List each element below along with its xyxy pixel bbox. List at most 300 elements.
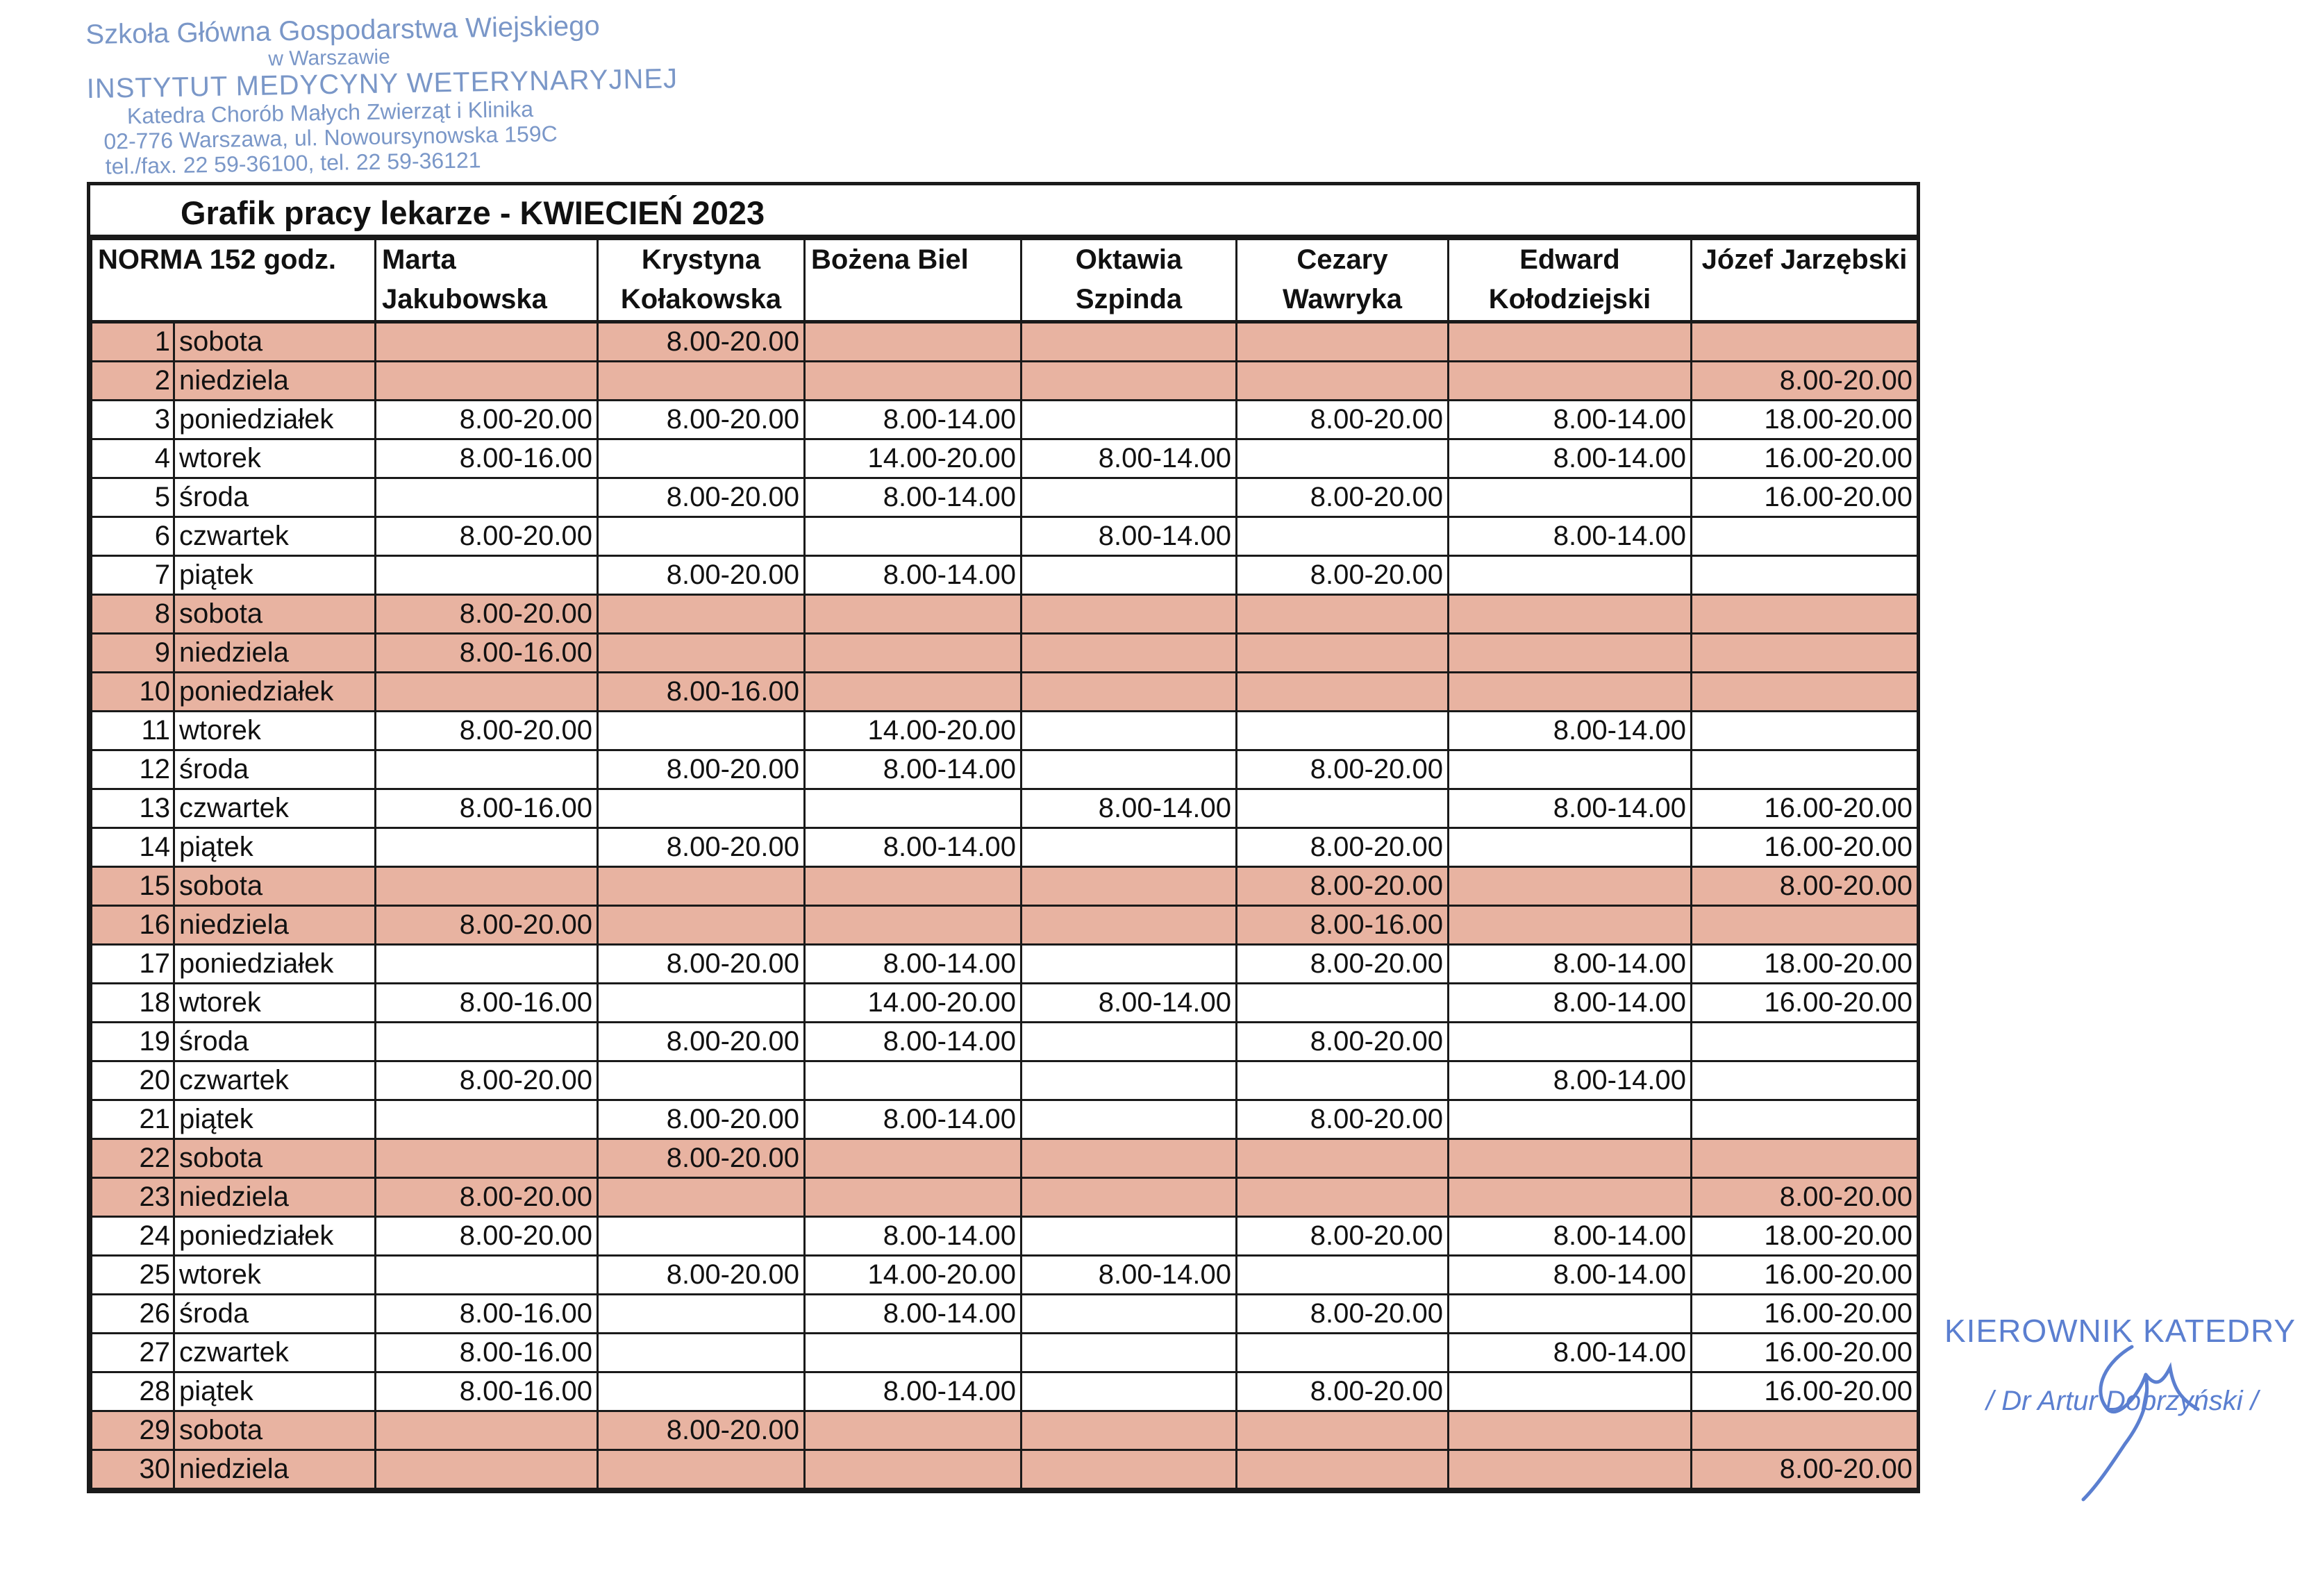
shift-cell [1022, 945, 1237, 984]
doctor-header: Edward Kołodziejski [1449, 240, 1692, 322]
shift-cell: 8.00-20.00 [1237, 478, 1449, 517]
schedule-row [92, 712, 1918, 750]
header-row [92, 240, 1918, 322]
shift-cell [376, 556, 598, 595]
shift-cell [805, 1139, 1022, 1178]
shift-cell [1449, 1178, 1692, 1217]
weekday-name: sobota [174, 1411, 376, 1450]
schedule-row [92, 556, 1918, 595]
shift-cell [1449, 1450, 1692, 1489]
shift-cell: 8.00-14.00 [1022, 789, 1237, 828]
weekday-name: czwartek [174, 789, 376, 828]
shift-cell [1237, 1256, 1449, 1295]
schedule-row [92, 1411, 1918, 1450]
schedule-row [92, 1061, 1918, 1100]
doctor-header: Józef Jarzębski [1692, 240, 1918, 322]
schedule-row [92, 595, 1918, 634]
weekday-name: środa [174, 750, 376, 789]
shift-cell [1449, 1139, 1692, 1178]
shift-cell [598, 362, 805, 401]
shift-cell [1692, 673, 1918, 712]
schedule-row [92, 789, 1918, 828]
shift-cell [805, 1178, 1022, 1217]
shift-cell [1022, 595, 1237, 634]
shift-cell: 8.00-20.00 [598, 1023, 805, 1061]
shift-cell [1237, 634, 1449, 673]
day-number: 9 [92, 634, 174, 673]
shift-cell: 8.00-20.00 [1237, 1217, 1449, 1256]
doctor-header: Marta Jakubowska [376, 240, 598, 322]
shift-cell [1022, 1334, 1237, 1372]
shift-cell: 8.00-20.00 [1692, 1450, 1918, 1489]
shift-cell [376, 1256, 598, 1295]
shift-cell [805, 867, 1022, 906]
shift-cell: 16.00-20.00 [1692, 789, 1918, 828]
schedule-row [92, 1217, 1918, 1256]
weekday-name: piątek [174, 556, 376, 595]
shift-cell: 8.00-20.00 [598, 556, 805, 595]
day-number: 21 [92, 1100, 174, 1139]
weekday-name: wtorek [174, 984, 376, 1023]
schedule-row [92, 1178, 1918, 1217]
shift-cell [1022, 1450, 1237, 1489]
shift-cell: 8.00-20.00 [598, 828, 805, 867]
shift-cell [1449, 867, 1692, 906]
weekday-name: poniedziałek [174, 1217, 376, 1256]
schedule-table [90, 238, 1919, 1490]
shift-cell: 8.00-20.00 [598, 1256, 805, 1295]
weekday-name: niedziela [174, 1178, 376, 1217]
shift-cell [805, 1411, 1022, 1450]
shift-cell [598, 1217, 805, 1256]
shift-cell [1022, 401, 1237, 439]
shift-cell [598, 984, 805, 1023]
shift-cell [1022, 1217, 1237, 1256]
shift-cell: 18.00-20.00 [1692, 945, 1918, 984]
shift-cell [376, 1411, 598, 1450]
shift-cell [1237, 1334, 1449, 1372]
schedule-sheet [87, 182, 1920, 1493]
day-number: 26 [92, 1295, 174, 1334]
shift-cell [1237, 1139, 1449, 1178]
schedule-row [92, 1295, 1918, 1334]
shift-cell: 8.00-14.00 [1449, 984, 1692, 1023]
shift-cell: 16.00-20.00 [1692, 1256, 1918, 1295]
weekday-name: wtorek [174, 439, 376, 478]
shift-cell [805, 789, 1022, 828]
shift-cell: 16.00-20.00 [1692, 828, 1918, 867]
shift-cell [1237, 362, 1449, 401]
day-number: 29 [92, 1411, 174, 1450]
shift-cell: 8.00-14.00 [1449, 1061, 1692, 1100]
weekday-name: piątek [174, 828, 376, 867]
day-number: 19 [92, 1023, 174, 1061]
shift-cell: 8.00-20.00 [376, 595, 598, 634]
shift-cell [1449, 322, 1692, 362]
shift-cell [1692, 634, 1918, 673]
shift-cell [1237, 984, 1449, 1023]
shift-cell: 8.00-14.00 [805, 945, 1022, 984]
shift-cell [1692, 750, 1918, 789]
shift-cell [376, 1100, 598, 1139]
shift-cell [598, 595, 805, 634]
shift-cell [598, 906, 805, 945]
shift-cell [1237, 1061, 1449, 1100]
shift-cell [1692, 906, 1918, 945]
shift-cell: 8.00-20.00 [1237, 945, 1449, 984]
weekday-name: czwartek [174, 1061, 376, 1100]
shift-cell: 8.00-20.00 [1692, 1178, 1918, 1217]
day-number: 10 [92, 673, 174, 712]
day-number: 11 [92, 712, 174, 750]
shift-cell: 14.00-20.00 [805, 712, 1022, 750]
day-number: 1 [92, 322, 174, 362]
shift-cell [598, 517, 805, 556]
shift-cell [1022, 712, 1237, 750]
shift-cell [1022, 673, 1237, 712]
day-number: 12 [92, 750, 174, 789]
weekday-name: wtorek [174, 712, 376, 750]
shift-cell [805, 1334, 1022, 1372]
shift-cell: 16.00-20.00 [1692, 478, 1918, 517]
stamp-line-university: Szkoła Główna Gospodarstwa Wiejskiego [85, 10, 601, 51]
shift-cell: 14.00-20.00 [805, 439, 1022, 478]
shift-cell: 8.00-14.00 [805, 1100, 1022, 1139]
day-number: 15 [92, 867, 174, 906]
day-number: 14 [92, 828, 174, 867]
shift-cell [598, 439, 805, 478]
shift-cell: 8.00-20.00 [1237, 1295, 1449, 1334]
schedule-row [92, 322, 1918, 362]
weekday-name: niedziela [174, 906, 376, 945]
weekday-name: środa [174, 1023, 376, 1061]
shift-cell [598, 1450, 805, 1489]
shift-cell: 8.00-20.00 [1237, 1372, 1449, 1411]
shift-cell: 16.00-20.00 [1692, 984, 1918, 1023]
shift-cell [598, 789, 805, 828]
shift-cell: 8.00-20.00 [376, 401, 598, 439]
day-number: 28 [92, 1372, 174, 1411]
shift-cell [1022, 1139, 1237, 1178]
weekday-name: wtorek [174, 1256, 376, 1295]
shift-cell [1237, 712, 1449, 750]
signature-name: / Dr Artur Dobrzyński / [1986, 1386, 2258, 1416]
shift-cell: 14.00-20.00 [805, 984, 1022, 1023]
shift-cell [1237, 517, 1449, 556]
shift-cell [1022, 1100, 1237, 1139]
shift-cell [1449, 1100, 1692, 1139]
shift-cell: 8.00-14.00 [1449, 517, 1692, 556]
schedule-row [92, 828, 1918, 867]
doctor-header: Cezary Wawryka [1237, 240, 1449, 322]
shift-cell [376, 362, 598, 401]
shift-cell: 8.00-20.00 [1237, 750, 1449, 789]
norm-label: NORMA 152 godz. [92, 240, 376, 322]
shift-cell [376, 478, 598, 517]
shift-cell [805, 1450, 1022, 1489]
weekday-name: piątek [174, 1372, 376, 1411]
shift-cell: 8.00-14.00 [1022, 517, 1237, 556]
shift-cell: 14.00-20.00 [805, 1256, 1022, 1295]
shift-cell [805, 1061, 1022, 1100]
shift-cell [1022, 362, 1237, 401]
shift-cell [1022, 1372, 1237, 1411]
shift-cell: 8.00-14.00 [805, 1217, 1022, 1256]
shift-cell: 8.00-16.00 [376, 1372, 598, 1411]
shift-cell: 8.00-20.00 [598, 1100, 805, 1139]
shift-cell [598, 867, 805, 906]
shift-cell [1237, 1450, 1449, 1489]
shift-cell: 8.00-14.00 [805, 828, 1022, 867]
schedule-row [92, 1256, 1918, 1295]
shift-cell: 16.00-20.00 [1692, 439, 1918, 478]
shift-cell: 8.00-14.00 [805, 1295, 1022, 1334]
shift-cell [805, 362, 1022, 401]
weekday-name: poniedziałek [174, 945, 376, 984]
shift-cell: 8.00-16.00 [376, 634, 598, 673]
shift-cell: 8.00-14.00 [1449, 789, 1692, 828]
shift-cell: 8.00-16.00 [376, 1334, 598, 1372]
weekday-name: sobota [174, 322, 376, 362]
shift-cell [1449, 362, 1692, 401]
shift-cell: 8.00-20.00 [376, 1178, 598, 1217]
shift-cell: 8.00-14.00 [805, 401, 1022, 439]
shift-cell: 8.00-20.00 [376, 906, 598, 945]
shift-cell: 8.00-14.00 [1022, 984, 1237, 1023]
shift-cell [1692, 1139, 1918, 1178]
shift-cell: 8.00-16.00 [376, 439, 598, 478]
shift-cell: 8.00-20.00 [598, 401, 805, 439]
institution-stamp [85, 10, 678, 180]
day-number: 18 [92, 984, 174, 1023]
schedule-row [92, 401, 1918, 439]
signature-block [1944, 1312, 2318, 1417]
shift-cell [598, 1372, 805, 1411]
weekday-name: środa [174, 1295, 376, 1334]
shift-cell: 18.00-20.00 [1692, 401, 1918, 439]
shift-cell: 8.00-20.00 [598, 478, 805, 517]
schedule-row [92, 1139, 1918, 1178]
shift-cell [1449, 1372, 1692, 1411]
shift-cell [805, 906, 1022, 945]
shift-cell: 8.00-20.00 [376, 1061, 598, 1100]
shift-cell [1449, 556, 1692, 595]
day-number: 17 [92, 945, 174, 984]
stamp-line-address: 02-776 Warszawa, ul. Nowoursynowska 159C [103, 121, 558, 154]
day-number: 27 [92, 1334, 174, 1372]
shift-cell [598, 634, 805, 673]
shift-cell [1022, 478, 1237, 517]
schedule-row [92, 1023, 1918, 1061]
shift-cell: 8.00-20.00 [1237, 828, 1449, 867]
shift-cell [1449, 634, 1692, 673]
shift-cell [1692, 595, 1918, 634]
weekday-name: poniedziałek [174, 401, 376, 439]
schedule-row [92, 362, 1918, 401]
day-number: 30 [92, 1450, 174, 1489]
weekday-name: piątek [174, 1100, 376, 1139]
shift-cell [1022, 634, 1237, 673]
shift-cell: 8.00-14.00 [805, 1023, 1022, 1061]
schedule-row [92, 984, 1918, 1023]
shift-cell [376, 1139, 598, 1178]
schedule-row [92, 867, 1918, 906]
shift-cell: 18.00-20.00 [1692, 1217, 1918, 1256]
day-number: 22 [92, 1139, 174, 1178]
shift-cell [805, 595, 1022, 634]
shift-cell [1237, 439, 1449, 478]
day-number: 6 [92, 517, 174, 556]
weekday-name: sobota [174, 595, 376, 634]
shift-cell: 16.00-20.00 [1692, 1295, 1918, 1334]
shift-cell [376, 828, 598, 867]
shift-cell [1449, 673, 1692, 712]
shift-cell [598, 1178, 805, 1217]
shift-cell: 8.00-20.00 [1237, 1023, 1449, 1061]
shift-cell [1449, 828, 1692, 867]
stamp-line-institute: INSTYTUT MEDYCYNY WETERYNARYJNEJ [86, 63, 678, 105]
shift-cell: 16.00-20.00 [1692, 1334, 1918, 1372]
day-number: 4 [92, 439, 174, 478]
day-number: 8 [92, 595, 174, 634]
schedule-row [92, 750, 1918, 789]
weekday-name: sobota [174, 867, 376, 906]
shift-cell: 8.00-16.00 [376, 789, 598, 828]
shift-cell [1022, 1061, 1237, 1100]
shift-cell [1022, 322, 1237, 362]
shift-cell [1237, 322, 1449, 362]
weekday-name: niedziela [174, 634, 376, 673]
schedule-row [92, 945, 1918, 984]
shift-cell [1237, 789, 1449, 828]
shift-cell [598, 1295, 805, 1334]
weekday-name: środa [174, 478, 376, 517]
shift-cell: 8.00-20.00 [376, 1217, 598, 1256]
schedule-row [92, 1372, 1918, 1411]
schedule-body [92, 322, 1918, 1489]
shift-cell [1692, 517, 1918, 556]
shift-cell: 8.00-14.00 [805, 478, 1022, 517]
schedule-row [92, 478, 1918, 517]
shift-cell [805, 517, 1022, 556]
shift-cell [598, 1061, 805, 1100]
shift-cell: 8.00-14.00 [1022, 1256, 1237, 1295]
shift-cell: 8.00-20.00 [376, 517, 598, 556]
shift-cell: 8.00-16.00 [598, 673, 805, 712]
schedule-row [92, 634, 1918, 673]
shift-cell [1449, 1023, 1692, 1061]
shift-cell [1449, 750, 1692, 789]
doctor-header: Oktawia Szpinda [1022, 240, 1237, 322]
weekday-name: niedziela [174, 1450, 376, 1489]
day-number: 5 [92, 478, 174, 517]
shift-cell [376, 945, 598, 984]
day-number: 7 [92, 556, 174, 595]
shift-cell: 8.00-14.00 [1449, 1217, 1692, 1256]
shift-cell [1022, 1411, 1237, 1450]
shift-cell: 8.00-20.00 [1692, 867, 1918, 906]
schedule-row [92, 906, 1918, 945]
stamp-line-phone: tel./fax. 22 59-36100, tel. 22 59-36121 [105, 147, 481, 179]
day-number: 2 [92, 362, 174, 401]
shift-cell [1022, 750, 1237, 789]
weekday-name: sobota [174, 1139, 376, 1178]
shift-cell: 8.00-14.00 [1449, 945, 1692, 984]
schedule-row [92, 1450, 1918, 1489]
shift-cell: 8.00-20.00 [376, 712, 598, 750]
shift-cell [1022, 1178, 1237, 1217]
shift-cell [1692, 1100, 1918, 1139]
shift-cell [805, 673, 1022, 712]
handwritten-signature-icon [2042, 1333, 2222, 1513]
weekday-name: poniedziałek [174, 673, 376, 712]
shift-cell [598, 1334, 805, 1372]
day-number: 3 [92, 401, 174, 439]
shift-cell: 8.00-20.00 [598, 1411, 805, 1450]
shift-cell: 8.00-14.00 [1022, 439, 1237, 478]
shift-cell: 8.00-20.00 [598, 1139, 805, 1178]
shift-cell [1449, 595, 1692, 634]
shift-cell: 8.00-14.00 [1449, 1334, 1692, 1372]
day-number: 25 [92, 1256, 174, 1295]
schedule-row [92, 439, 1918, 478]
shift-cell: 8.00-20.00 [598, 945, 805, 984]
shift-cell [1022, 556, 1237, 595]
shift-cell [1237, 595, 1449, 634]
shift-cell [1449, 1411, 1692, 1450]
shift-cell [1692, 1023, 1918, 1061]
day-number: 16 [92, 906, 174, 945]
day-number: 23 [92, 1178, 174, 1217]
shift-cell [376, 673, 598, 712]
shift-cell: 8.00-20.00 [1237, 556, 1449, 595]
stamp-line-city: w Warszawie [267, 45, 391, 71]
shift-cell [1237, 1411, 1449, 1450]
shift-cell [376, 750, 598, 789]
doctor-header: Bożena Biel [805, 240, 1022, 322]
shift-cell [1449, 478, 1692, 517]
weekday-name: czwartek [174, 1334, 376, 1372]
shift-cell [376, 322, 598, 362]
weekday-name: czwartek [174, 517, 376, 556]
shift-cell [1692, 712, 1918, 750]
shift-cell: 8.00-16.00 [376, 1295, 598, 1334]
shift-cell [1022, 1023, 1237, 1061]
shift-cell: 8.00-14.00 [805, 556, 1022, 595]
shift-cell [1692, 322, 1918, 362]
shift-cell: 8.00-14.00 [805, 750, 1022, 789]
shift-cell: 8.00-14.00 [1449, 439, 1692, 478]
shift-cell [1449, 1295, 1692, 1334]
day-number: 24 [92, 1217, 174, 1256]
shift-cell [1237, 673, 1449, 712]
shift-cell [1692, 556, 1918, 595]
shift-cell: 8.00-20.00 [1237, 401, 1449, 439]
shift-cell: 8.00-20.00 [1237, 1100, 1449, 1139]
shift-cell: 8.00-14.00 [1449, 1256, 1692, 1295]
shift-cell: 8.00-20.00 [598, 322, 805, 362]
shift-cell: 8.00-20.00 [1692, 362, 1918, 401]
shift-cell [1692, 1061, 1918, 1100]
schedule-row [92, 673, 1918, 712]
shift-cell [1022, 867, 1237, 906]
shift-cell [376, 1450, 598, 1489]
shift-cell [1449, 906, 1692, 945]
stamp-line-department: Katedra Chorób Małych Zwierząt i Klinika [126, 96, 534, 129]
weekday-name: niedziela [174, 362, 376, 401]
shift-cell: 16.00-20.00 [1692, 1372, 1918, 1411]
shift-cell: 8.00-14.00 [1449, 712, 1692, 750]
